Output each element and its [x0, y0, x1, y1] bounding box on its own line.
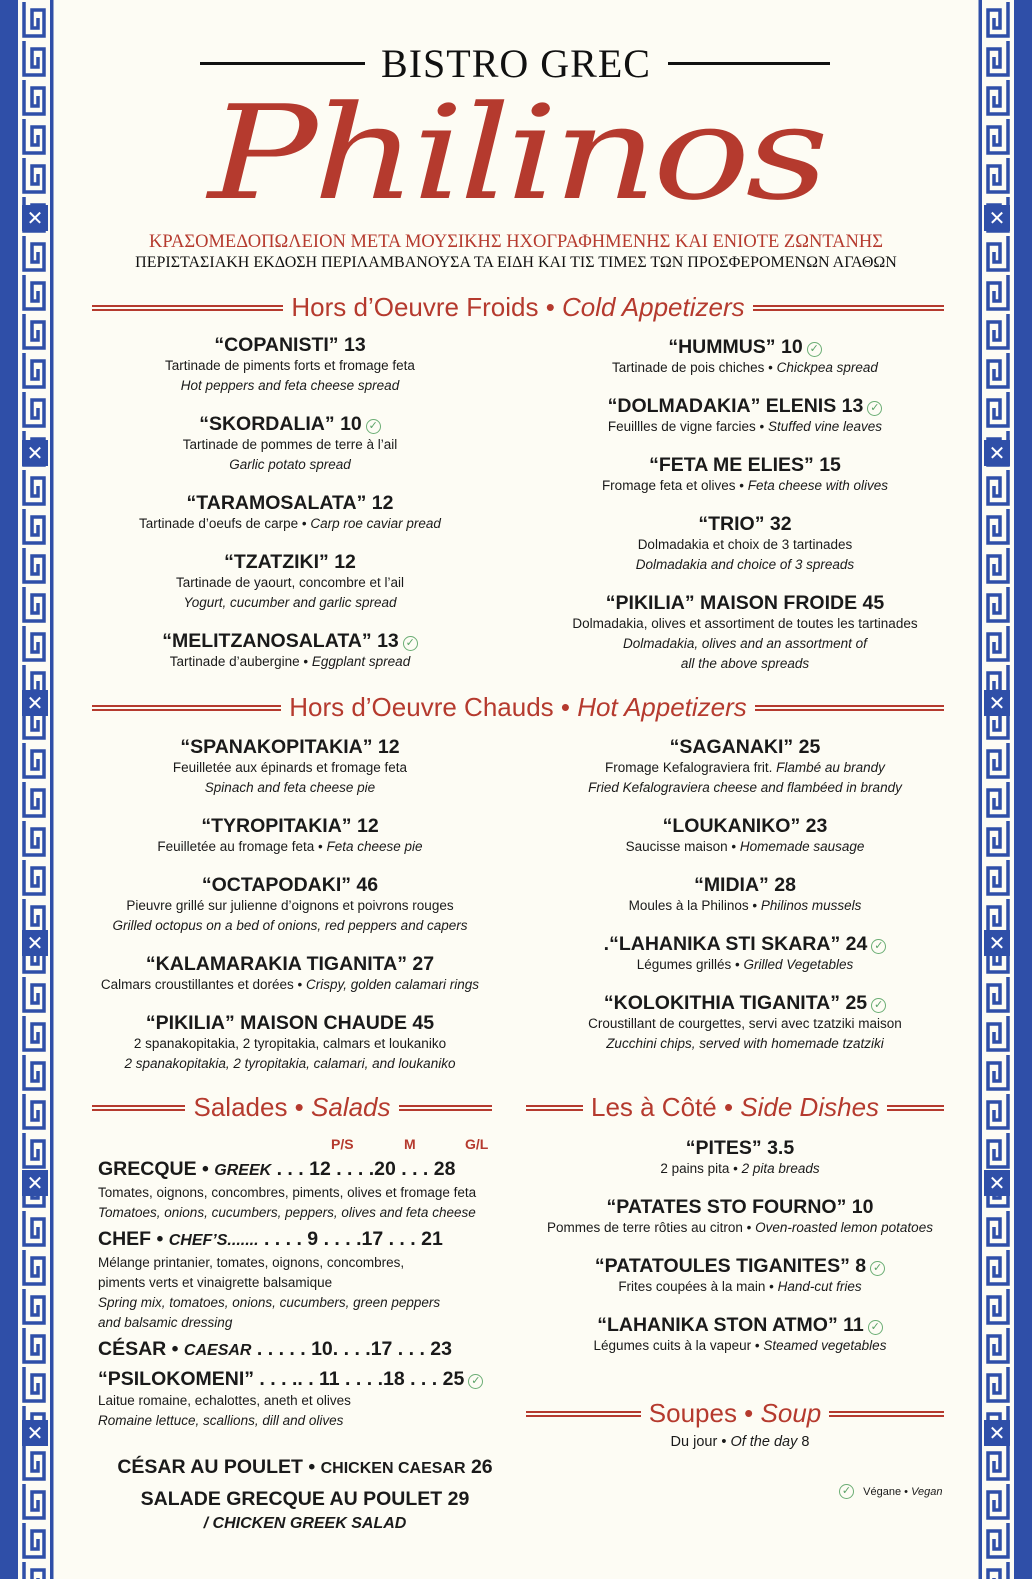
salad-item [98, 1337, 518, 1363]
description-en: Hand-cut fries [777, 1279, 862, 1294]
philinos-logo: Philinos [208, 77, 824, 229]
vegan-icon: ✓ [867, 401, 882, 416]
description-fr: Tartinade d’aubergine • [169, 654, 312, 669]
section-title-en: Cold Appetizers [562, 292, 745, 322]
salad-prices: . . . .. . 11 . . . .18 . . . 25 [254, 1368, 465, 1390]
item-price: 10 [851, 1196, 874, 1218]
hot-right-column [550, 736, 940, 1071]
description-en: Tomatoes, onions, cucumbers, peppers, olives and feta cheese [98, 1205, 476, 1220]
menu-item [100, 413, 480, 475]
item-price: 13 [377, 630, 399, 652]
description-fr: Frites coupées à la main • [618, 1279, 778, 1294]
item-name [95, 874, 485, 896]
section-title-en: Salads [311, 1092, 391, 1122]
item-description [550, 896, 940, 916]
item-description [98, 1183, 518, 1203]
description-fr: Laitue romaine, echalottes, aneth et olives [98, 1393, 351, 1408]
menu-item [540, 1255, 940, 1297]
svg-text:✕: ✕ [26, 693, 44, 715]
salad-name [98, 1337, 518, 1363]
menu-item [540, 1314, 940, 1356]
item-price: 25 [845, 992, 868, 1014]
salad-name-en: CAESAR [183, 1342, 252, 1359]
item-description [100, 514, 480, 534]
section-title-fr: Hors d’Oeuvre Chauds [289, 692, 554, 722]
item-price: 3.5 [767, 1137, 795, 1159]
item-name [550, 395, 940, 417]
menu-item [550, 336, 940, 378]
hot-left-column [95, 736, 485, 1091]
size-small-label: P/S [331, 1136, 354, 1152]
description-fr: Mélange printanier, tomates, oignons, concombres, [98, 1255, 405, 1270]
salad-name [98, 1157, 518, 1183]
item-description [550, 417, 940, 437]
item-description [550, 358, 940, 378]
item-description [100, 573, 480, 593]
item-description [550, 758, 940, 778]
item-name [550, 454, 940, 476]
description-en: Garlic potato spread [229, 457, 351, 472]
item-name [550, 933, 940, 955]
item-description [95, 758, 485, 778]
vegan-icon: ✓ [871, 998, 886, 1013]
menu-item [95, 874, 485, 936]
vegan-icon: ✓ [366, 419, 381, 434]
cold-left-column [100, 334, 480, 689]
description-fr: piments verts et vinaigrette balsamique [98, 1275, 333, 1290]
item-description [550, 535, 940, 555]
description-en: Homemade sausage [739, 839, 865, 854]
item-title: “FETA ME ELIES” [649, 454, 814, 476]
description-en: all the above spreads [680, 656, 810, 671]
vegan-icon: ✓ [868, 1320, 883, 1335]
menu-item [550, 395, 940, 437]
menu-item [100, 630, 480, 672]
item-description [98, 1273, 518, 1293]
size-large-label: G/L [465, 1136, 489, 1152]
item-name [550, 992, 940, 1014]
svg-text:✕: ✕ [988, 1173, 1006, 1195]
description-fr: Tartinade d’oeufs de carpe • [139, 516, 311, 531]
svg-text:✕: ✕ [26, 208, 44, 230]
salad-item [98, 1227, 518, 1333]
salad-prices: . . . 12 . . . .20 . . . 28 [271, 1158, 456, 1180]
menu-item [95, 953, 485, 995]
item-description [95, 916, 485, 936]
description-en: Grilled octopus on a bed of onions, red peppers and capers [112, 918, 468, 933]
menu-item [95, 736, 485, 798]
item-title: “SPANAKOPITAKIA” [180, 736, 373, 758]
item-description [95, 1034, 485, 1054]
description-fr: Légumes grillés • [636, 957, 744, 972]
description-en: Romaine lettuce, scallions, dill and olives [98, 1413, 344, 1428]
item-price: 10 [780, 336, 803, 358]
item-price: 12 [377, 736, 400, 758]
item-title: “DOLMADAKIA” ELENIS [607, 395, 837, 417]
item-price: 11 [843, 1314, 864, 1336]
item-description [550, 654, 940, 674]
section-title: Soupes • Soup [648, 1398, 822, 1428]
item-title: “TARAMOSALATA” [186, 492, 367, 514]
restaurant-title: BISTRO GREC [381, 41, 651, 86]
description-en: Crispy, golden calamari rings [305, 977, 480, 992]
item-description [550, 778, 940, 798]
item-name [540, 1196, 940, 1218]
description-en: Grilled Vegetables [743, 957, 854, 972]
vegan-icon: ✓ [403, 636, 418, 651]
menu-item [95, 815, 485, 857]
menu-item [550, 933, 940, 975]
section-title-en: Hot Appetizers [577, 692, 747, 722]
menu-item [100, 334, 480, 396]
cold-right-column [550, 336, 940, 691]
item-description [100, 376, 480, 396]
description-en: Feta cheese pie [326, 839, 423, 854]
double-rule [399, 1105, 492, 1111]
menu-item [540, 1196, 940, 1238]
item-description [98, 1391, 518, 1411]
chicken-salads [95, 1452, 515, 1534]
item-description [540, 1336, 940, 1356]
item-description [98, 1203, 518, 1223]
item-name [540, 1137, 940, 1159]
item-description [100, 652, 480, 672]
salad-prices: . . . . 9 . . . .17 . . . 21 [258, 1228, 443, 1250]
description-fr: Dolmadakia et choix de 3 tartinades [637, 537, 853, 552]
description-en: 2 pita breads [741, 1161, 820, 1176]
section-title: Hors d’Oeuvre Chauds • Hot Appetizers [289, 692, 747, 722]
item-description [550, 634, 940, 654]
double-rule [92, 705, 281, 711]
item-title: “PITES” [685, 1137, 762, 1159]
item-title: “TYROPITAKIA” [201, 815, 352, 837]
description-en: Flambé au brandy [776, 760, 885, 775]
item-description [550, 555, 940, 575]
double-rule [92, 305, 283, 311]
description-fr: Pieuvre grillé sur julienne d’oignons et poivrons rouges [126, 898, 454, 913]
menu-item [550, 513, 940, 575]
item-description [95, 837, 485, 857]
item-name [95, 1012, 485, 1034]
description-en: Steamed vegetables [763, 1338, 887, 1353]
description-en: Carp roe caviar pread [310, 516, 441, 531]
svg-text:✕: ✕ [26, 1423, 44, 1445]
section-cold-appetizers [92, 292, 944, 323]
description-fr: Dolmadakia, olives et assortiment de toutes les tartinades [572, 616, 918, 631]
svg-text:✕: ✕ [26, 443, 44, 465]
item-description [550, 476, 940, 496]
vegan-icon: ✓ [839, 1484, 854, 1499]
item-description [550, 955, 940, 975]
description-fr: Fromage feta et olives • [601, 478, 748, 493]
item-description [100, 356, 480, 376]
item-price: 32 [769, 513, 792, 535]
item-name [540, 1314, 940, 1336]
section-title-en: Side Dishes [740, 1092, 880, 1122]
description-en: Dolmadakia and choice of 3 spreads [635, 557, 855, 572]
item-title: “OCTAPODAKI” [201, 874, 351, 896]
item-price: 15 [819, 454, 841, 476]
description-fr: Croustillant de courgettes, servi avec tzatziki maison [588, 1016, 902, 1031]
soup-item: Du jour • Of the day 8 [670, 1434, 810, 1450]
item-description [100, 435, 480, 455]
section-title-fr: Soupes [648, 1398, 737, 1428]
description-fr: Feuillles de vigne farcies • [607, 419, 768, 434]
svg-text:✕: ✕ [988, 208, 1006, 230]
description-en: Hot peppers and feta cheese spread [180, 378, 400, 393]
item-price: 45 [862, 592, 885, 614]
svg-text:✕: ✕ [988, 693, 1006, 715]
salad-name-fr: “PSILOKOMENI” [98, 1368, 255, 1390]
item-title: “KOLOKITHIA TIGANITA” [603, 992, 841, 1014]
description-en: Spring mix, tomatoes, onions, cucumbers, green peppers [98, 1295, 441, 1310]
section-soup [526, 1398, 944, 1429]
double-rule [526, 1105, 583, 1111]
item-price: 12 [334, 551, 356, 573]
menu-item [540, 1137, 940, 1179]
item-description [100, 455, 480, 475]
description-en: Oven-roasted lemon potatoes [755, 1220, 933, 1235]
salad-name-fr: GRECQUE • [98, 1158, 215, 1180]
description-en: Stuffed vine leaves [767, 419, 883, 434]
item-price: 13 [841, 395, 864, 417]
salad-name [98, 1367, 518, 1391]
vegan-legend: ✓ Végane • Vegan [835, 1484, 942, 1499]
item-description [550, 614, 940, 634]
description-fr: Saucisse maison • [625, 839, 740, 854]
item-price: 27 [412, 953, 435, 975]
section-salads [92, 1092, 492, 1123]
salad-name-en: GREEK [214, 1162, 272, 1179]
item-price: 12 [356, 815, 379, 837]
item-description [550, 837, 940, 857]
item-description [98, 1253, 518, 1273]
description-en: Philinos mussels [760, 898, 862, 913]
vegan-icon: ✓ [468, 1374, 483, 1389]
item-description [95, 1054, 485, 1074]
item-price: 45 [412, 1012, 435, 1034]
description-fr: Fromage Kefalograviera frit. [605, 760, 777, 775]
description-fr: Pommes de terre rôties au citron • [547, 1220, 756, 1235]
description-fr: 2 spanakopitakia, 2 tyropitakia, calmars et loukaniko [133, 1036, 447, 1051]
item-name [550, 336, 940, 358]
item-title: “HUMMUS” [668, 336, 776, 358]
item-price: 23 [805, 815, 828, 837]
description-fr: Tartinade de yaourt, concombre et l’ail [175, 575, 405, 590]
item-title: “COPANISTI” [214, 334, 339, 356]
item-price: 8 [855, 1255, 867, 1277]
description-en: Fried Kefalograviera cheese and flambéed in brandy [588, 780, 902, 795]
description-en: Yogurt, cucumber and garlic spread [183, 595, 397, 610]
description-en: and balsamic dressing [98, 1315, 233, 1330]
double-rule [829, 1411, 944, 1417]
item-price: 10 [340, 413, 362, 435]
section-hot-appetizers [92, 692, 944, 723]
double-rule [755, 705, 944, 711]
item-description [550, 1014, 940, 1034]
item-name [95, 736, 485, 758]
description-en: Feta cheese with olives [747, 478, 889, 493]
menu-item [550, 454, 940, 496]
item-name [550, 736, 940, 758]
menu-item [550, 992, 940, 1054]
item-name [100, 492, 480, 514]
size-medium-label: M [404, 1136, 416, 1152]
description-en: Chickpea spread [776, 360, 878, 375]
item-title: “SKORDALIA” [199, 413, 335, 435]
menu-item [100, 551, 480, 613]
item-name [95, 953, 485, 975]
item-name [95, 815, 485, 837]
description-fr: Moules à la Philinos • [628, 898, 761, 913]
item-title: “TZATZIKI” [224, 551, 329, 573]
description-en: Spinach and feta cheese pie [204, 780, 376, 795]
item-title: “SAGANAKI” [669, 736, 794, 758]
section-title: Salades • Salads [193, 1092, 391, 1122]
item-title: “LOUKANIKO” [662, 815, 801, 837]
item-price: 13 [343, 334, 366, 356]
item-title: “KALAMARAKIA TIGANITA” [145, 953, 407, 975]
description-fr: Feuilletée au fromage feta • [157, 839, 327, 854]
vegan-icon: ✓ [870, 1261, 885, 1276]
item-name [100, 334, 480, 356]
item-description [95, 896, 485, 916]
salad-item [98, 1157, 518, 1223]
item-name [550, 513, 940, 535]
vegan-icon: ✓ [871, 939, 886, 954]
salad-name-fr: CHEF • [98, 1228, 169, 1250]
section-title-fr: Salades [193, 1092, 288, 1122]
item-price: 12 [371, 492, 394, 514]
double-rule [92, 1105, 185, 1111]
item-price: 25 [798, 736, 821, 758]
chicken-greek: SALADE GRECQUE AU POULET 29 [140, 1488, 470, 1510]
description-en: Dolmadakia, olives and an assortment of [623, 636, 867, 651]
item-description [550, 1034, 940, 1054]
chicken-caesar: CÉSAR AU POULET • CHICKEN CAESAR 26 [117, 1456, 493, 1478]
item-description [540, 1277, 940, 1297]
item-price: 28 [774, 874, 796, 896]
vegan-icon: ✓ [807, 342, 822, 357]
section-title-en: Soup [760, 1398, 822, 1428]
double-rule [887, 1105, 944, 1111]
item-title: “TRIO” [698, 513, 765, 535]
salad-name-fr: CÉSAR • [98, 1338, 184, 1360]
item-title: .“LAHANIKA STI SKARA” [603, 933, 841, 955]
salad-name [98, 1227, 518, 1253]
svg-text:✕: ✕ [26, 933, 44, 955]
menu-item [550, 815, 940, 857]
item-price: 24 [845, 933, 868, 955]
item-description [100, 593, 480, 613]
salad-prices: . . . . . 10. . . .17 . . . 23 [251, 1338, 452, 1360]
sides-column [540, 1137, 940, 1373]
svg-text:✕: ✕ [988, 933, 1006, 955]
item-description [98, 1293, 518, 1313]
item-title: “MELITZANOSALATA” [162, 630, 372, 652]
description-fr: 2 pains pita • [660, 1161, 742, 1176]
item-name [100, 413, 480, 435]
salad-name-en: CHEF’S....... [168, 1232, 259, 1249]
description-fr: Légumes cuits à la vapeur • [593, 1338, 764, 1353]
chicken-greek-english: / CHICKEN GREEK SALAD [203, 1515, 407, 1532]
item-name [550, 592, 940, 614]
item-name [540, 1255, 940, 1277]
item-name [100, 551, 480, 573]
svg-text:✕: ✕ [26, 1173, 44, 1195]
description-fr: Tartinade de pois chiches • [612, 360, 777, 375]
salad-item [98, 1367, 518, 1431]
description-fr: Tartinade de pommes de terre à l’ail [182, 437, 398, 452]
section-side-dishes [526, 1092, 944, 1123]
description-en: Zucchini chips, served with homemade tzatziki [606, 1036, 884, 1051]
menu-item [95, 1012, 485, 1074]
description-fr: Feuilletée aux épinards et fromage feta [172, 760, 408, 775]
item-title: “PATATES STO FOURNO” [606, 1196, 847, 1218]
item-name [100, 630, 480, 652]
greek-tagline-1: ΚΡΑΣΟΜΕΔΟΠΩΛΕΙΟΝ ΜΕΤΑ ΜΟΥΣΙΚΗΣ ΗΧΟΓΡΑΦΗΜΕΝΗΣ ΚΑΙ ΕΝΙΟΤΕ ΖΩΝΤΑΝΗΣ [148, 232, 883, 252]
item-description [98, 1313, 518, 1333]
menu-item [100, 492, 480, 534]
section-title-fr: Les à Côté [590, 1092, 717, 1122]
item-title: “LAHANIKA STON ATMO” [597, 1314, 838, 1336]
menu-item [550, 874, 940, 916]
menu-item [550, 592, 940, 674]
svg-text:✕: ✕ [988, 443, 1006, 465]
description-en: 2 spanakopitakia, 2 tyropitakia, calamari, and loukaniko [124, 1056, 456, 1071]
item-name [550, 874, 940, 896]
description-fr: Tartinade de piments forts et fromage feta [165, 358, 415, 373]
item-description [95, 778, 485, 798]
item-name [550, 815, 940, 837]
section-title: Hors d’Oeuvre Froids • Cold Appetizers [291, 292, 745, 322]
item-title: “PIKILIA” MAISON FROIDE [605, 592, 858, 614]
menu-item [550, 736, 940, 798]
item-description [95, 975, 485, 995]
item-title: “MIDIA” [694, 874, 769, 896]
double-rule [753, 305, 944, 311]
salads-list [98, 1157, 518, 1435]
greek-tagline-2: ΠΕΡΙΣΤΑΣΙΑΚΗ ΕΚΔΟΣΗ ΠΕΡΙΛΑΜΒΑΝΟΥΣΑ ΤΑ ΕΙΔΗ ΚΑΙ ΤΙΣ ΤΙΜΕΣ ΤΩΝ ΠΡΟΣΦΕΡΟΜΕΝΩΝ ΑΓΑΘΩΝ [135, 254, 897, 271]
item-description [98, 1411, 518, 1431]
svg-text:✕: ✕ [988, 1423, 1006, 1445]
description-fr: Calmars croustillantes et dorées • [100, 977, 306, 992]
item-price: 46 [356, 874, 379, 896]
item-title: “PIKILIA” MAISON CHAUDE [145, 1012, 407, 1034]
section-title: Les à Côté • Side Dishes [590, 1092, 880, 1122]
double-rule [526, 1411, 641, 1417]
description-en: Eggplant spread [311, 654, 411, 669]
item-title: “PATATOULES TIGANITES” [594, 1255, 850, 1277]
description-fr: Tomates, oignons, concombres, piments, olives et fromage feta [98, 1185, 477, 1200]
section-title-fr: Hors d’Oeuvre Froids [291, 292, 539, 322]
item-description [540, 1159, 940, 1179]
item-description [540, 1218, 940, 1238]
